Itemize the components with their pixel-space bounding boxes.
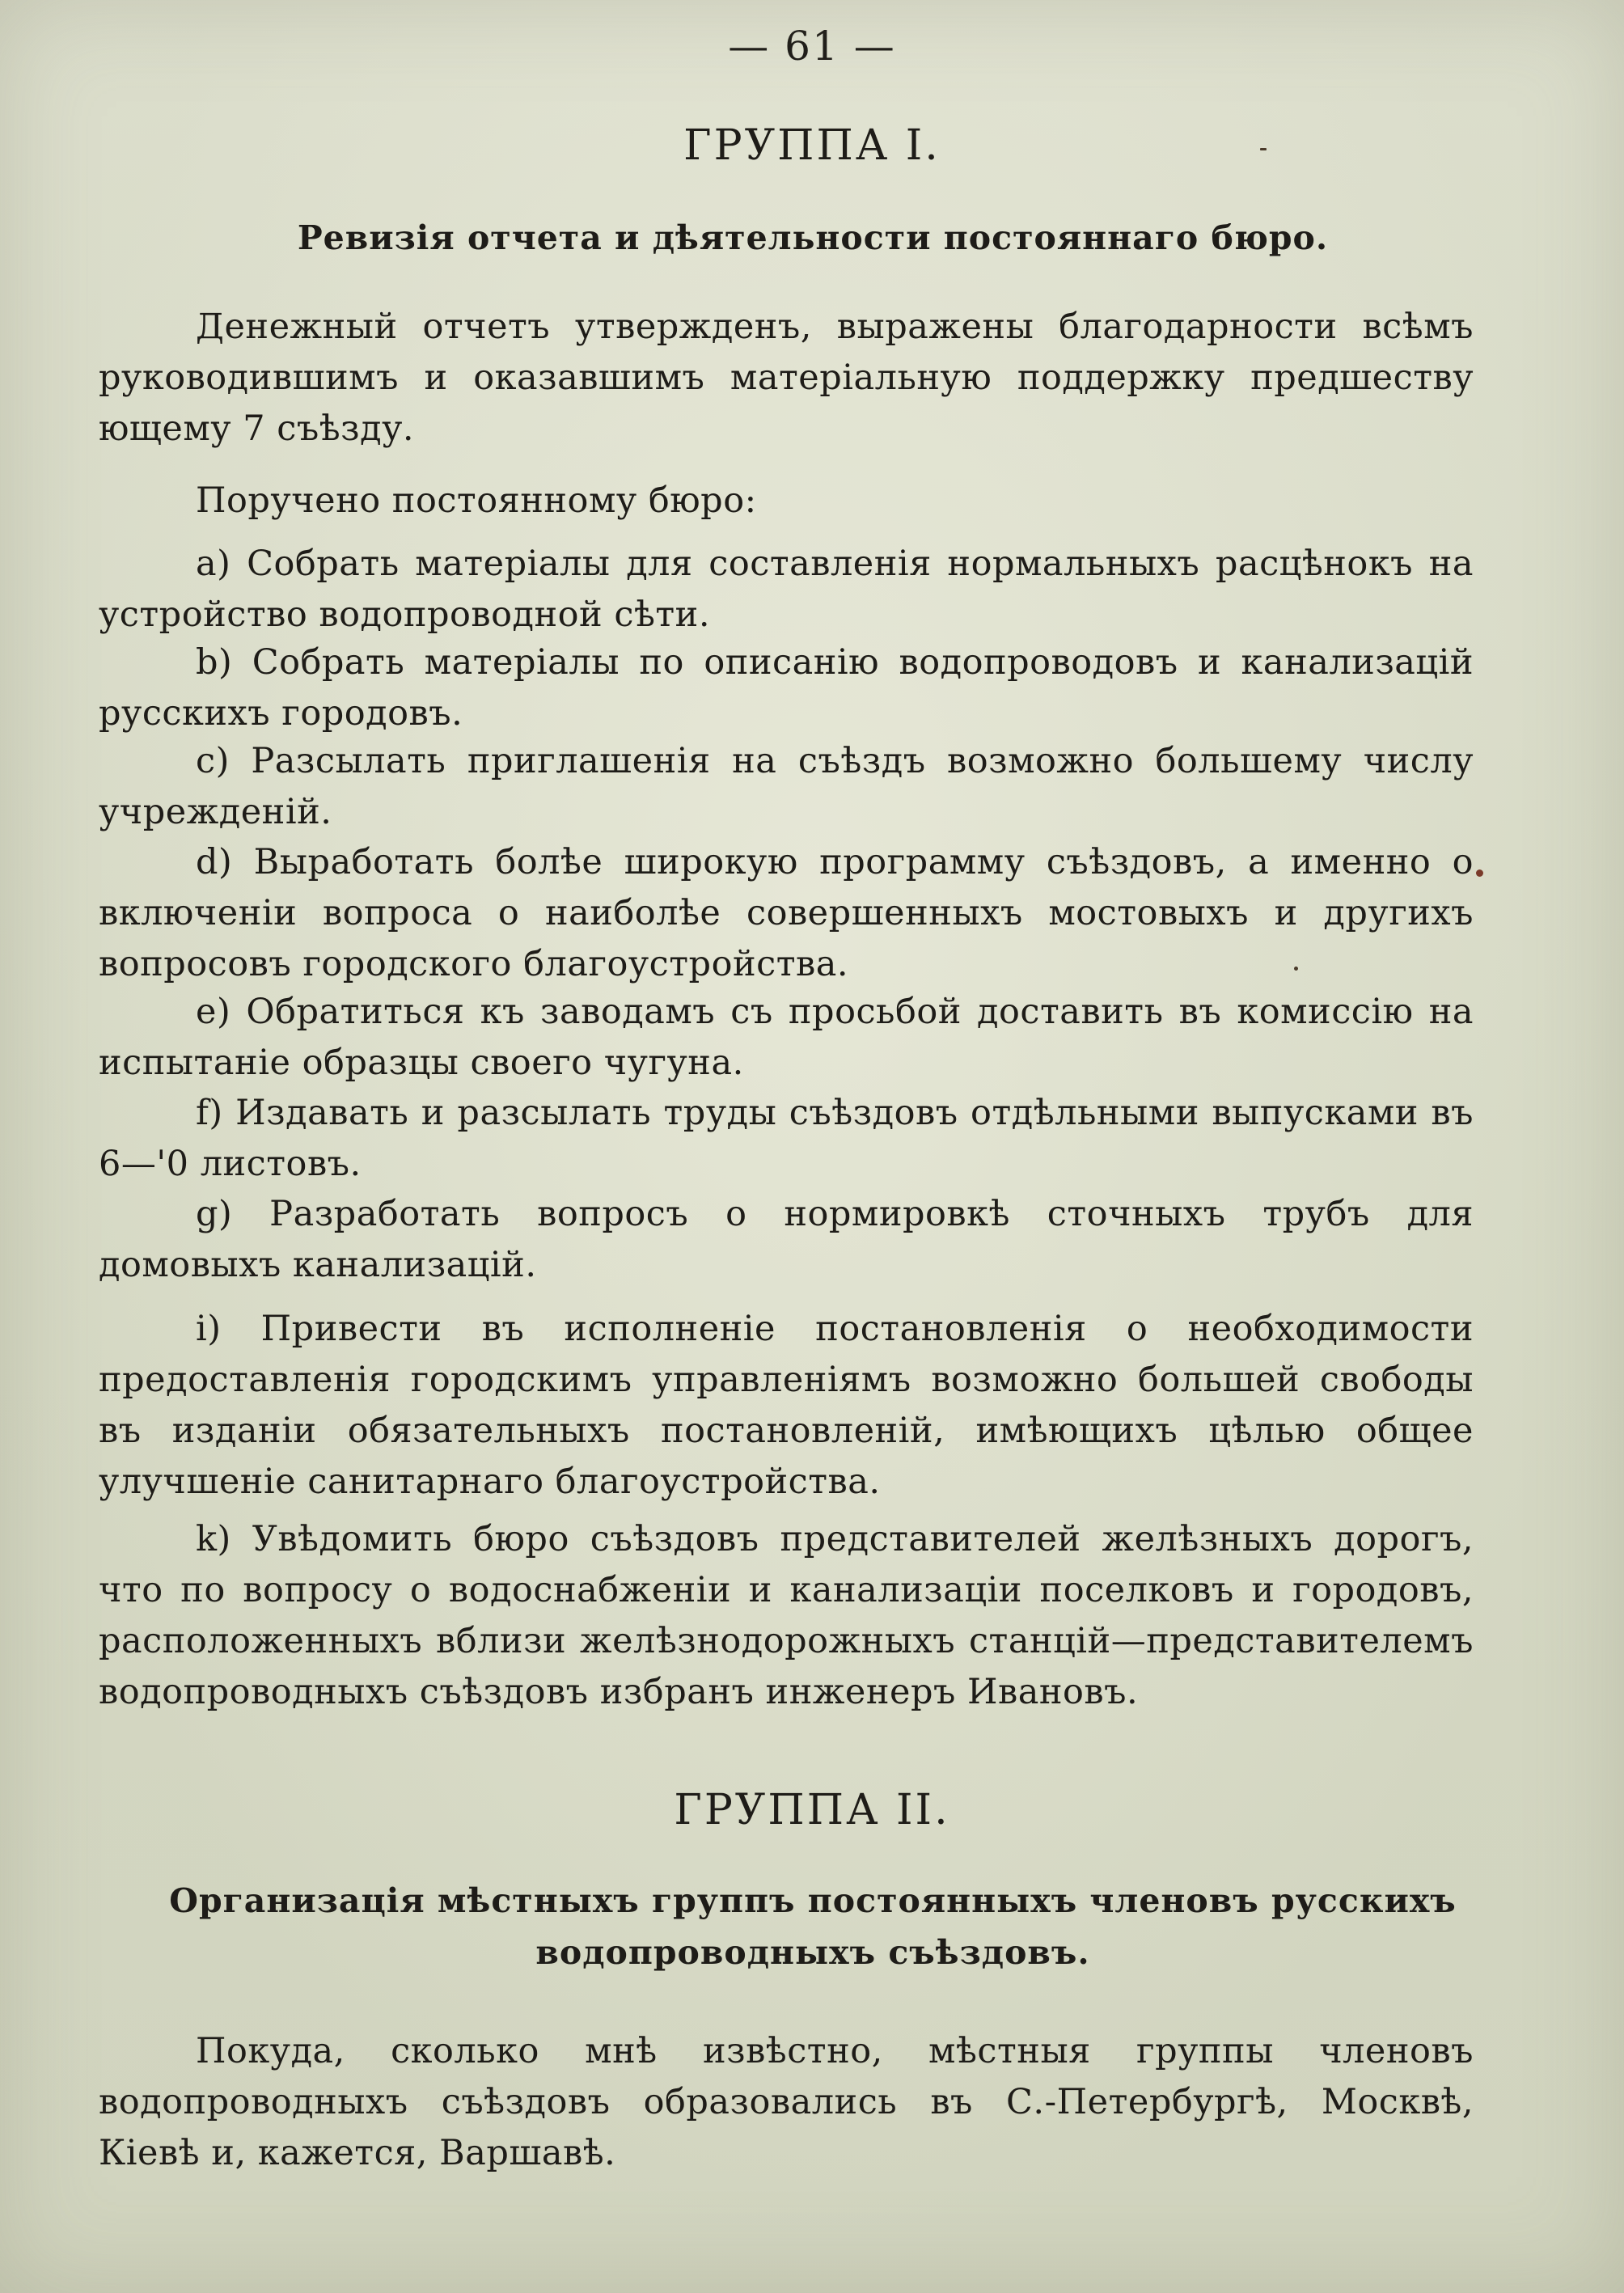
item-g: g) Разработать вопросъ о нормировкѣ сточныхъ трубъ для домовыхъ канализацій. <box>99 1194 1474 1285</box>
ink-speck <box>1476 869 1483 877</box>
item-a: a) Собрать матеріалы для составленія нормальныхъ расцѣнокъ на устройство водопроводной сѣти. <box>99 544 1474 635</box>
paragraph-report-approved: Денежный отчетъ утвержденъ, выражены благодарности всѣмъ руководившимъ и оказавшимъ матеріальную поддержку предшеству ющему 7 съѣзду. <box>99 307 1474 449</box>
item-k: k) Увѣдомить бюро съѣздовъ представителей желѣзныхъ дорогъ, что по вопросу о водоснабженіи и канализаціи поселковъ и городовъ, расположенныхъ вблизи желѣзнодорожныхъ станцій—представителемъ водопроводныхъ съѣздовъ избранъ инженеръ Ивановъ. <box>99 1519 1474 1712</box>
item-f: f) Издавать и разсылать труды съѣздовъ отдѣльными выпусками въ 6—'0 листовъ. <box>99 1093 1474 1184</box>
page-number: — 61 — <box>728 23 896 70</box>
item-e: e) Обратиться къ заводамъ съ просьбой доставить въ комиссію на испытаніе образцы своего чугуна. <box>99 992 1474 1083</box>
group-1-subheading: Ревизія отчета и дѣятельности постояннаго бюро. <box>297 218 1329 257</box>
item-d: d) Выработать болѣе широкую программу съѣздовъ, а именно о включеніи вопроса о наиболѣе совершенныхъ мостовыхъ и другихъ вопросовъ городского благоустройства. <box>99 842 1474 984</box>
paragraph-commissioned: Поручено постоянному бюро: <box>196 480 757 521</box>
group-2-subheading: Организація мѣстныхъ группъ постоянныхъ членовъ русскихъ водопроводныхъ съѣздовъ. <box>169 1881 1457 1972</box>
group-2-heading: ГРУППА II. <box>674 1786 950 1834</box>
group-1-heading: ГРУППА I. <box>683 121 941 170</box>
ink-speck <box>1260 148 1267 150</box>
item-b: b) Собрать матеріалы по описанію водопроводовъ и канализацій русскихъ городовъ. <box>99 642 1474 734</box>
item-c: c) Разсылать приглашенія на съѣздъ возможно большему числу учрежденій. <box>99 741 1474 832</box>
item-i: i) Привести въ исполненіе постановленія о необходимости предоставленія городскимъ управленіямъ возможно большей свободы въ изданіи обязательныхъ постановленій, имѣющихъ цѣлью общее улучшеніе санитарнаго благоустройства. <box>99 1309 1474 1502</box>
paragraph-local-groups: Покуда, сколько мнѣ извѣстно, мѣстныя группы членовъ водопроводныхъ съѣздовъ образовались въ С.-Петербургѣ, Москвѣ, Кіевѣ и, кажется, Варшавѣ. <box>99 2031 1474 2173</box>
ink-speck <box>1294 967 1298 971</box>
